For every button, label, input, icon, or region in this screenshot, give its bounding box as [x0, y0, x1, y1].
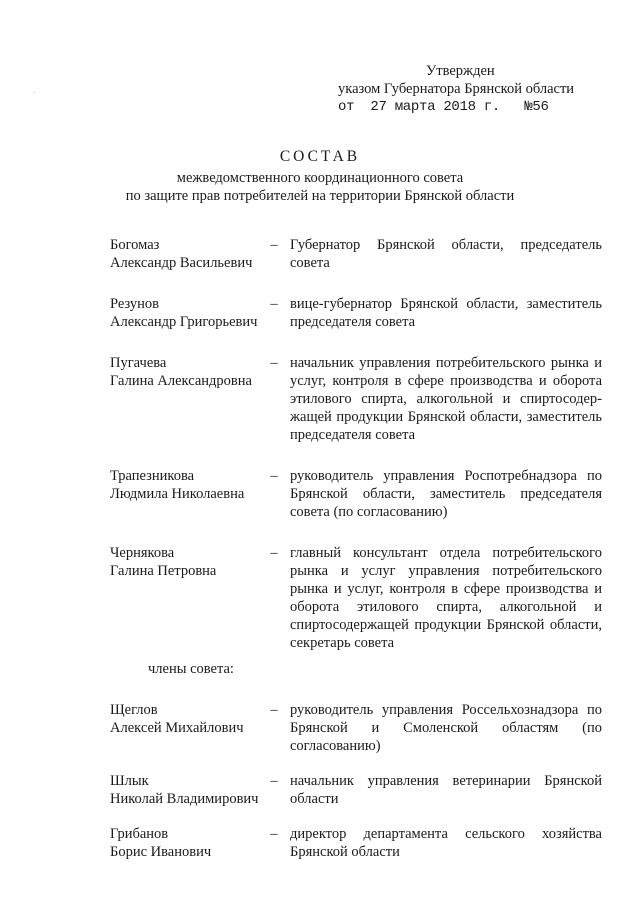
- member-name: [110, 295, 275, 331]
- separator-dash: –: [270, 237, 278, 253]
- member-surname: Щеглов: [110, 702, 158, 718]
- member-name: [110, 701, 275, 737]
- member-role: начальник управления потребительского рынка и услуг, контроля в сфере производства и оборота этилового спирта, алкогольной и спиртосодержащей продукции Брянской области, заместитель председателя совета: [290, 355, 602, 443]
- member-role: вице-губернатор Брянской области, заместитель председателя совета: [290, 296, 602, 330]
- separator-dash: –: [270, 355, 278, 371]
- members-section-label: члены совета:: [148, 661, 234, 677]
- member-surname: Пугачева: [110, 355, 167, 371]
- member-name: [110, 544, 275, 580]
- document-header: [0, 148, 640, 205]
- member-entry: [110, 354, 610, 444]
- member-name: [110, 772, 275, 808]
- member-entry: [110, 701, 610, 755]
- member-role: Губернатор Брянской области, председатель совета: [290, 237, 602, 271]
- member-entry: [110, 825, 610, 861]
- separator-dash: –: [270, 826, 278, 842]
- member-surname: Чернякова: [110, 545, 175, 561]
- separator-dash: –: [270, 702, 278, 718]
- member-name: [110, 467, 275, 503]
- member-name: [110, 354, 275, 390]
- council-composition: [110, 236, 610, 861]
- member-given-names: Александр Васильевич: [110, 255, 253, 271]
- separator-dash: –: [270, 296, 278, 312]
- member-entry: [110, 544, 610, 652]
- member-entry: [110, 295, 610, 331]
- approval-date-number: от 27 марта 2018 г. №56: [338, 99, 549, 115]
- member-surname: Трапезникова: [110, 468, 195, 484]
- member-role: главный консультант отдела потребительского рынка и услуг управления потребительского рынка и услуг, контроля в сфере производства и оборота этилового спирта, алкогольной и спиртосодержащей продукции Брянской области, секретарь совета: [290, 545, 602, 651]
- document-subtitle-2: по защите прав потребителей на территории Брянской области: [125, 188, 515, 204]
- member-surname: Грибанов: [110, 826, 169, 842]
- member-given-names: Алексей Михайлович: [110, 720, 244, 736]
- member-name: [110, 825, 275, 861]
- member-role: руководитель управления Роспотребнадзора по Брянской области, заместитель председателя совета (по согласованию): [290, 468, 602, 520]
- member-surname: Богомаз: [110, 237, 160, 253]
- approval-line: Утвержден: [426, 63, 495, 79]
- member-given-names: Александр Григорьевич: [110, 314, 258, 330]
- member-role: руководитель управления Россельхознадзора по Брянской и Смоленской областям (по согласованию): [290, 702, 602, 754]
- scan-dot: [34, 92, 35, 93]
- approval-decree: указом Губернатора Брянской области: [338, 81, 575, 97]
- approval-stamp: [338, 62, 638, 116]
- separator-dash: –: [270, 773, 278, 789]
- document-subtitle-1: межведомственного координационного совета: [176, 170, 464, 186]
- member-role: начальник управления ветеринарии Брянской области: [290, 773, 602, 807]
- separator-dash: –: [270, 545, 278, 561]
- member-given-names: Галина Петровна: [110, 563, 217, 579]
- member-role: директор департамента сельского хозяйства Брянской области: [290, 826, 602, 860]
- member-given-names: Борис Иванович: [110, 844, 212, 860]
- separator-dash: –: [270, 468, 278, 484]
- member-given-names: Людмила Николаевна: [110, 486, 245, 502]
- member-entry: [110, 772, 610, 808]
- member-given-names: Николай Владимирович: [110, 791, 259, 807]
- document-title: СОСТАВ: [279, 148, 361, 165]
- member-surname: Шлык: [110, 773, 149, 789]
- member-given-names: Галина Александровна: [110, 373, 252, 389]
- member-entry: [110, 467, 610, 521]
- member-entry: [110, 236, 610, 272]
- member-surname: Резунов: [110, 296, 160, 312]
- member-name: [110, 236, 275, 272]
